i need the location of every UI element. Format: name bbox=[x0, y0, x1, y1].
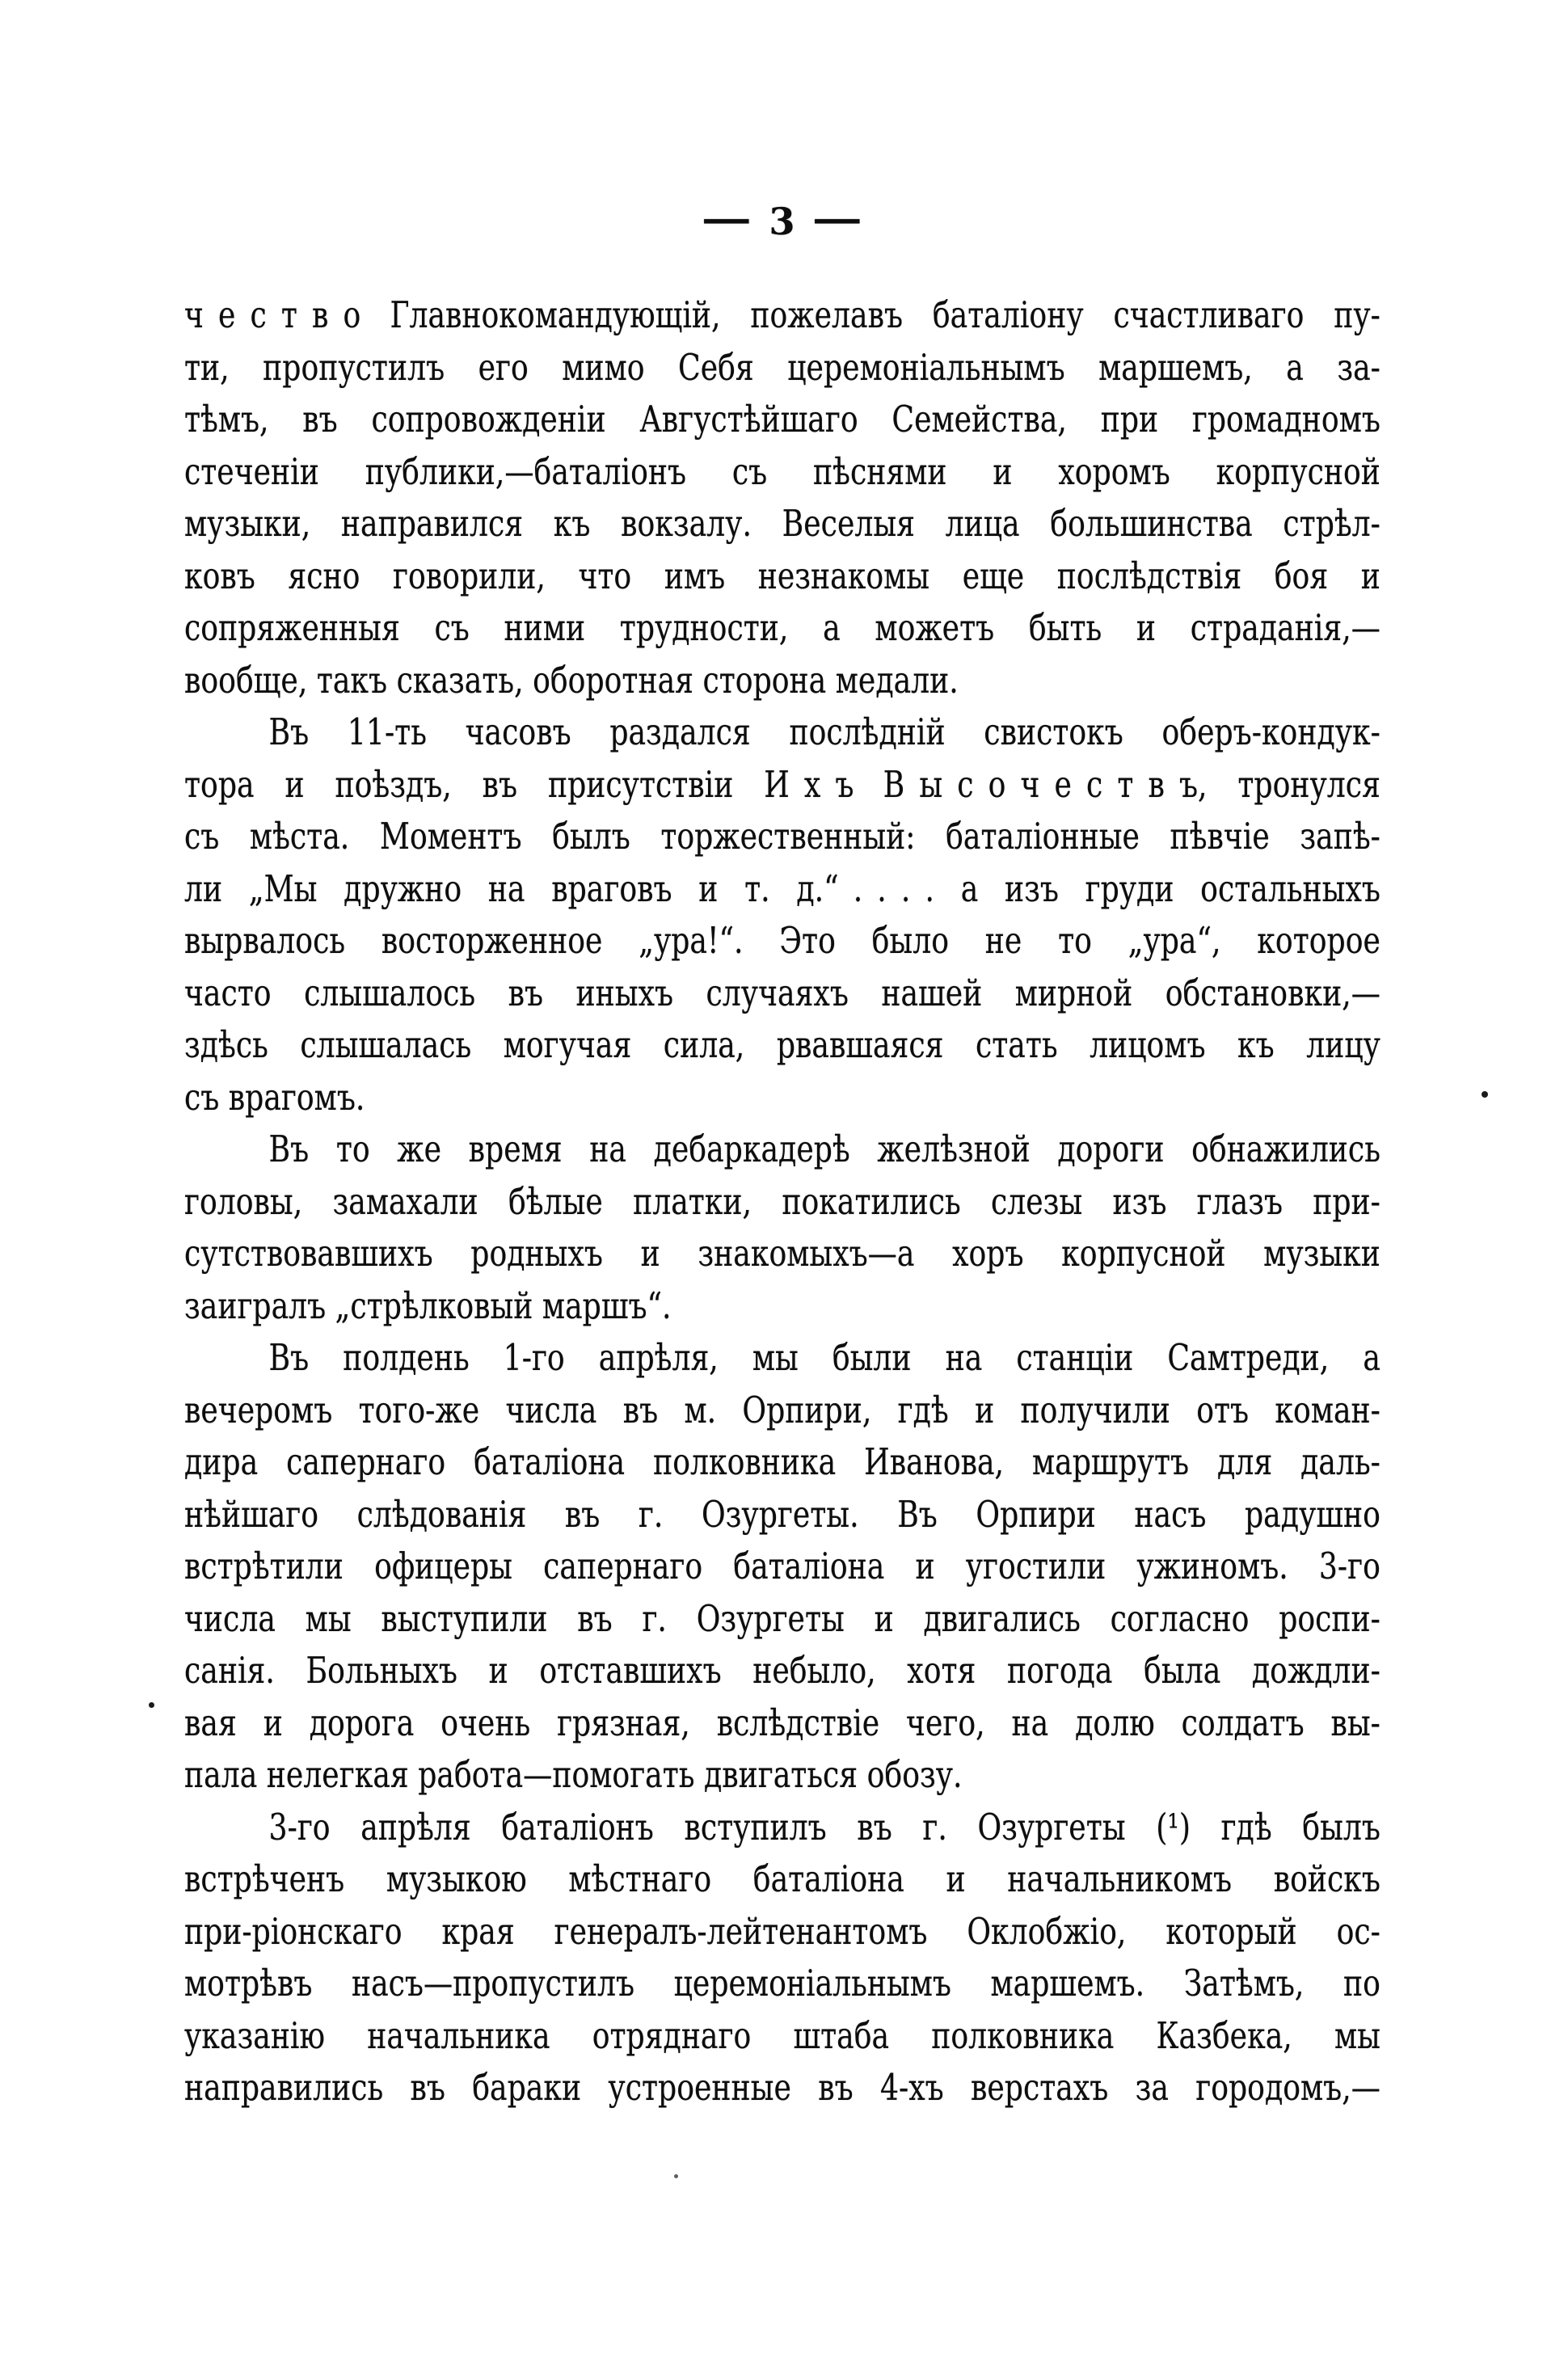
text-line: ти, пропустилъ его мимо Себя церемоніальнымъ маршемъ, а за- bbox=[184, 345, 1380, 389]
text-line: 3-го апрѣля баталіонъ вступилъ въ г. Озургеты (¹) гдѣ былъ bbox=[268, 1805, 1380, 1849]
text-line: указанію начальника отряднаго штаба полковника Казбека, мы bbox=[184, 2013, 1380, 2057]
paragraph bbox=[184, 1332, 1380, 1802]
scan-artifact-dot bbox=[149, 1702, 154, 1708]
text-line: дира сапернаго баталіона полковника Иванова, маршрутъ для даль- bbox=[184, 1440, 1380, 1483]
text-line: Въ то же время на дебаркадерѣ желѣзной дороги обнажились bbox=[268, 1128, 1380, 1170]
text-line: заигралъ „стрѣлковый маршъ“. bbox=[184, 1284, 672, 1327]
scan-artifact-dot bbox=[674, 2174, 678, 2178]
text-line: нѣйшаго слѣдованія въ г. Озургеты. Въ Орпири насъ радушно bbox=[184, 1492, 1380, 1536]
text-line: встрѣтили офицеры сапернаго баталіона и угостили ужиномъ. 3-го bbox=[184, 1545, 1380, 1587]
text-line: стеченіи публики,—баталіонъ съ пѣснями и хоромъ корпусной bbox=[184, 449, 1380, 493]
text-line: пала нелегкая работа—помогать двигаться обозу. bbox=[184, 1753, 963, 1796]
text-line: санія. Больныхъ и отставшихъ небыло, хотя погода была дождли- bbox=[184, 1649, 1380, 1692]
paragraph bbox=[184, 706, 1380, 1123]
text-line: часто слышалось въ иныхъ случаяхъ нашей мирной обстановки,— bbox=[184, 971, 1380, 1014]
text-line: при-ріонскаго края генералъ-лейтенантомъ Оклобжіо, который ос- bbox=[184, 1909, 1380, 1953]
text-line: сутствовавшихъ родныхъ и знакомыхъ—а хоръ корпусной музыки bbox=[184, 1232, 1380, 1275]
text-line: вообще, такъ сказать, оборотная сторона медали. bbox=[184, 658, 959, 702]
text-line: числа мы выступили въ г. Озургеты и двигались согласно роспи- bbox=[184, 1596, 1380, 1640]
text-line: тѣмъ, въ сопровожденіи Августѣйшаго Семейства, при громадномъ bbox=[184, 398, 1380, 441]
paragraph bbox=[184, 289, 1380, 706]
text-line: сопряженныя съ ними трудности, а можетъ быть и страданія,— bbox=[184, 606, 1380, 649]
text-line: музыки, направился къ вокзалу. Веселыя лица большинства стрѣл- bbox=[184, 502, 1380, 545]
text-line: ли „Мы дружно на враговъ и т. д.“ . . . . а изъ груди остальныхъ bbox=[184, 866, 1380, 910]
text-line: головы, замахали бѣлые платки, покатились слезы изъ глазъ при- bbox=[184, 1179, 1380, 1223]
text-line: съ врагомъ. bbox=[184, 1075, 365, 1119]
page-number: 3 bbox=[769, 200, 796, 243]
text-line: тора и поѣздъ, въ присутствіи И х ъ В ы с о ч е с т в ъ, тронулся bbox=[184, 762, 1380, 806]
body-text bbox=[184, 289, 1380, 2114]
text-line: вая и дорога очень грязная, вслѣдствіе чего, на долю солдатъ вы- bbox=[184, 1701, 1380, 1744]
header-right-dash: — bbox=[811, 196, 863, 240]
text-line: Въ 11-ть часовъ раздался послѣдній свистокъ оберъ-кондук- bbox=[268, 710, 1380, 753]
text-line: съ мѣста. Моментъ былъ торжественный: баталіонные пѣвчіе запѣ- bbox=[184, 815, 1380, 858]
text-line: вырвалось восторженное „ура!“. Это было не то „ура“, которое bbox=[184, 919, 1380, 962]
header-left-dash: — bbox=[702, 196, 753, 240]
text-line: ковъ ясно говорили, что имъ незнакомы еще послѣдствія боя и bbox=[184, 554, 1380, 597]
text-line: встрѣченъ музыкою мѣстнаго баталіона и начальникомъ войскъ bbox=[184, 1857, 1380, 1900]
text-line: ч е с т в о Главнокомандующій, пожелавъ баталіону счастливаго пу- bbox=[184, 293, 1380, 336]
paragraph bbox=[184, 1802, 1380, 2114]
page-header bbox=[184, 197, 1380, 246]
text-line: вечеромъ того-же числа въ м. Орпири, гдѣ и получили отъ коман- bbox=[184, 1388, 1380, 1431]
paragraph bbox=[184, 1123, 1380, 1332]
text-line: направились въ бараки устроенные въ 4-хъ верстахъ за городомъ,— bbox=[184, 2066, 1380, 2109]
scan-artifact-dot bbox=[1482, 1091, 1488, 1098]
text-line: Въ полдень 1-го апрѣля, мы были на станціи Самтреди, а bbox=[268, 1336, 1380, 1379]
text-line: здѣсь слышалась могучая сила, рвавшаяся стать лицомъ къ лицу bbox=[184, 1023, 1380, 1066]
text-line: мотрѣвъ насъ—пропустилъ церемоніальнымъ маршемъ. Затѣмъ, по bbox=[184, 1962, 1380, 2005]
